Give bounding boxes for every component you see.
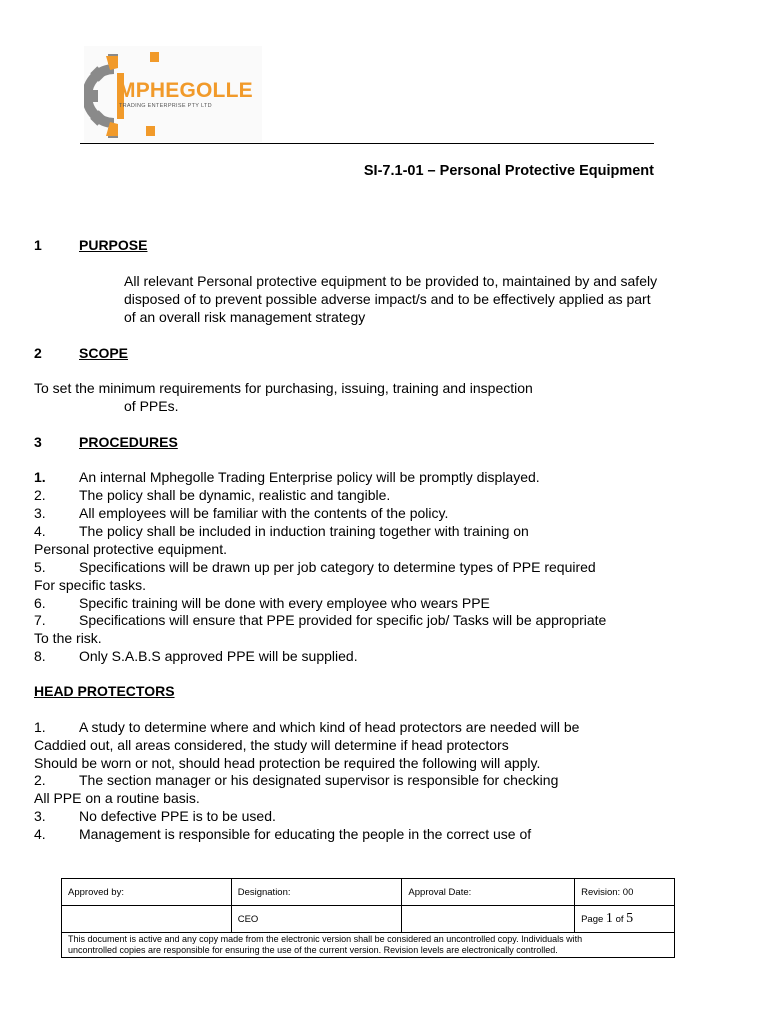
head-protector-number: 4. [34,826,46,842]
head-protector-text: The section manager or his designated supervisor is responsible for checking [79,772,559,788]
control-notice-line: uncontrolled copies are responsible for ensuring the use of the current version. Revision levels are electronically controlled. [68,945,558,955]
page-label: Page [581,914,604,925]
head-protector-text-continued: Should be worn or not, should head protection be required the following will apply. [34,755,541,771]
procedure-number: 8. [34,648,46,664]
section-number-scope: 2 [34,345,42,361]
scope-line: To set the minimum requirements for purchasing, issuing, training and inspection [34,380,533,396]
control-notice-line: This document is active and any copy made from the electronic version shall be considered an uncontrolled copy. Individuals with [68,934,583,944]
head-protector-number: 3. [34,808,46,824]
procedure-text: Only S.A.B.S approved PPE will be supplied. [79,648,358,664]
procedure-text: The policy shall be included in induction training together with training on [79,523,529,539]
section-heading-procedures: PROCEDURES [79,434,178,450]
document-title: SI-7.1-01 – Personal Protective Equipment [363,163,654,179]
procedure-number: 5. [34,559,46,575]
head-protector-text: No defective PPE is to be used. [79,808,276,824]
approval-date-label: Approval Date: [402,879,575,906]
section-number-purpose: 1 [34,237,42,253]
head-protector-text: A study to determine where and which kind of head protectors are needed will be [79,719,580,735]
purpose-line: All relevant Personal protective equipment to be provided to, maintained by and safely [124,273,658,289]
page-number: 1 [605,911,613,926]
revision-label: Revision: 00 [575,879,675,906]
company-logo [84,46,262,142]
procedure-text-continued: Personal protective equipment. [34,541,227,557]
section-heading-scope: SCOPE [79,345,129,361]
logo-tagline: TRADING ENTERPRISE PTY LTD [119,103,212,109]
logo-brand-text: MPHEGOLLE [118,79,253,102]
page-indicator [575,906,675,933]
document-control-table [61,878,675,958]
procedure-text-continued: For specific tasks. [34,577,147,593]
page-of: of [615,914,624,925]
procedure-number: 1. [34,469,46,485]
scope-line: of PPEs. [124,398,179,414]
approved-by-label: Approved by: [62,879,232,906]
section-number-procedures: 3 [34,434,42,450]
head-protector-text-continued: Caddied out, all areas considered, the study will determine if head protectors [34,737,509,753]
control-notice [62,933,675,958]
page-total: 5 [626,911,634,926]
procedure-number: 2. [34,487,46,503]
procedure-text: An internal Mphegolle Trading Enterprise policy will be promptly displayed. [79,469,540,485]
head-protector-number: 1. [34,719,46,735]
procedure-number: 7. [34,612,46,628]
procedure-text: All employees will be familiar with the contents of the policy. [79,505,449,521]
head-protector-text: Management is responsible for educating the people in the correct use of [79,826,532,842]
procedure-text-continued: To the risk. [34,630,102,646]
purpose-line: disposed of to prevent possible adverse impact/s and to be effectively applied as part [124,291,651,307]
approval-date-value [402,906,575,933]
designation-label: Designation: [231,879,402,906]
header-rule [80,143,654,144]
section-heading-purpose: PURPOSE [79,237,148,253]
head-protector-number: 2. [34,772,46,788]
purpose-line: of an overall risk management strategy [124,309,366,325]
procedure-text: Specifications will be drawn up per job category to determine types of PPE required [79,559,596,575]
head-protector-text-continued: All PPE on a routine basis. [34,790,200,806]
designation-value: CEO [231,906,402,933]
procedure-number: 6. [34,595,46,611]
procedure-text: The policy shall be dynamic, realistic and tangible. [79,487,391,503]
approved-by-value [62,906,232,933]
procedure-text: Specific training will be done with every employee who wears PPE [79,595,490,611]
procedure-number: 3. [34,505,46,521]
procedure-text: Specifications will ensure that PPE provided for specific job/ Tasks will be appropriate [79,612,607,628]
section-heading-head-protectors: HEAD PROTECTORS [34,683,175,699]
procedure-number: 4. [34,523,46,539]
